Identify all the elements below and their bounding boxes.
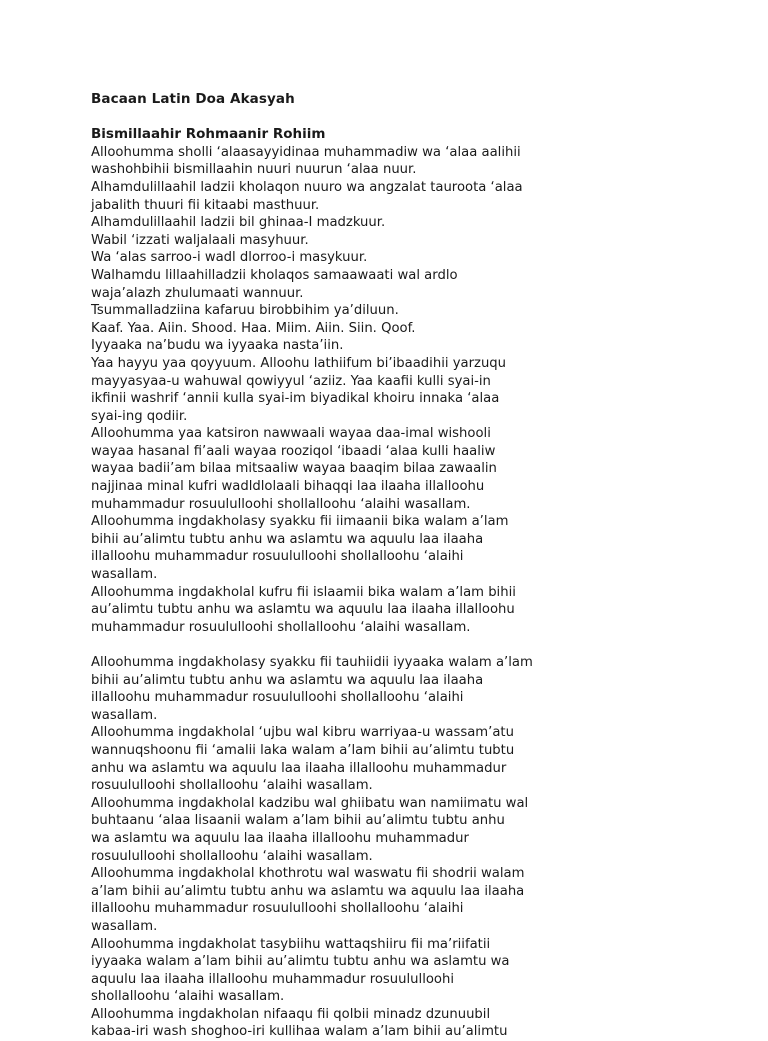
text-line: aquulu laa ilaaha illalloohu muhammadur rosuululloohi <box>91 971 455 987</box>
paragraph <box>91 355 731 425</box>
text-line: Wa ‘alas sarroo-i wadl dlorroo-i masykuur. <box>91 250 368 266</box>
paragraph <box>91 214 731 232</box>
text-line: illalloohu muhammadur rosuululloohi shollalloohu ‘alaihi <box>91 690 464 706</box>
paragraph <box>91 249 731 267</box>
text-line: Alloohumma ingdakholal kadzibu wal ghiibatu wan namiimatu wal <box>91 795 529 811</box>
text-line: Alloohumma ingdakholan nifaaqu fii qolbii minadz dzunuubil <box>91 1006 491 1022</box>
text-line: Alloohumma ingdakholasy syakku fii tauhiidii iyyaaka walam a’lam <box>91 655 533 670</box>
section-heading: Bismillaahir Rohmaanir Rohiim <box>91 126 326 143</box>
paragraph <box>91 724 731 794</box>
text-line: najjinaa minal kufri wadldlolaali bihaqqi laa ilaaha illalloohu <box>91 479 485 495</box>
text-line: jabalith thuuri fii kitaabi masthuur. <box>91 197 320 213</box>
text-line: Alloohumma ingdakholal kufru fii islaamii bika walam a’lam bihii <box>91 584 516 600</box>
paragraph <box>91 795 731 865</box>
text-line: Alloohumma ingdakholal khothrotu wal waswatu fii shodrii walam <box>91 866 525 882</box>
paragraph <box>91 865 731 935</box>
paragraph <box>91 179 731 214</box>
paragraph <box>91 1006 731 1041</box>
text-line: wasallam. <box>91 707 158 723</box>
text-line: iyyaaka walam a’lam bihii au’alimtu tubtu anhu wa aslamtu wa <box>91 954 510 970</box>
paragraph <box>91 302 731 320</box>
text-line: wasallam. <box>91 567 158 583</box>
text-line: Tsummalladziina kafaruu birobbihim ya’diluun. <box>91 303 399 319</box>
text-line: Kaaf. Yaa. Aiin. Shood. Haa. Miim. Aiin. Siin. Qoof. <box>91 320 416 336</box>
text-line: Wabil ‘izzati waljalaali masyhuur. <box>91 232 309 248</box>
text-line: Walhamdu lillaahilladzii kholaqos samaawaati wal ardlo <box>91 267 458 283</box>
text-line: wa aslamtu wa aquulu laa ilaaha illalloohu muhammadur <box>91 830 469 846</box>
paragraph <box>91 337 731 355</box>
text-line: kabaa-iri wash shoghoo-iri kullihaa walam a’lam bihii au’alimtu <box>91 1024 508 1040</box>
text-line: Alhamdulillaahil ladzii bil ghinaa-I madzkuur. <box>91 215 386 231</box>
text-line: bihii au’alimtu tubtu anhu wa aslamtu wa aquulu laa ilaaha <box>91 531 484 547</box>
text-line: illalloohu muhammadur rosuululloohi shollalloohu ‘alaihi <box>91 549 464 565</box>
paragraph <box>91 320 731 338</box>
paragraph <box>91 144 731 179</box>
paragraph <box>91 936 731 1006</box>
text-line: Alloohumma yaa katsiron nawwaali wayaa daa-imal wishooli <box>91 426 491 442</box>
text-line: a’lam bihii au’alimtu tubtu anhu wa aslamtu wa aquulu laa ilaaha <box>91 883 525 899</box>
text-line: bihii au’alimtu tubtu anhu wa aslamtu wa aquulu laa ilaaha <box>91 672 484 688</box>
text-line: au’alimtu tubtu anhu wa aslamtu wa aquulu laa ilaaha illalloohu <box>91 602 515 618</box>
text-line: muhammadur rosuululloohi shollalloohu ‘alaihi wasallam. <box>91 496 471 512</box>
document-page <box>91 91 731 1041</box>
text-line: washohbihii bismillaahin nuuri nuurun ‘alaa nuur. <box>91 162 417 178</box>
text-line: Alloohumma ingdakholal ‘ujbu wal kibru warriyaa-u wassam’atu <box>91 725 514 741</box>
text-line: Yaa hayyu yaa qoyyuum. Alloohu lathiifum bi’ibaadihii yarzuqu <box>91 355 507 371</box>
text-line: Alhamdulillaahil ladzii kholaqon nuuro wa angzalat tauroota ‘alaa <box>91 179 523 195</box>
paragraph <box>91 513 731 583</box>
text-line: syai-ing qodiir. <box>91 408 188 424</box>
document-title: Bacaan Latin Doa Akasyah <box>91 91 295 107</box>
text-line: shollalloohu ‘alaihi wasallam. <box>91 989 285 1005</box>
text-line: anhu wa aslamtu wa aquulu laa ilaaha illalloohu muhammadur <box>91 760 507 776</box>
paragraph-break <box>91 636 731 654</box>
text-line: wasallam. <box>91 918 158 934</box>
text-line: Alloohumma ingdakholat tasybiihu wattaqshiiru fii ma’riifatii <box>91 936 491 952</box>
text-line: Alloohumma ingdakholasy syakku fii iimaanii bika walam a’lam <box>91 514 509 530</box>
paragraph <box>91 654 731 724</box>
text-line: Alloohumma sholli ‘alaasayyidinaa muhammadiw wa ‘alaa aalihii <box>91 144 521 160</box>
paragraph <box>91 232 731 250</box>
text-line: rosuululloohi shollalloohu ‘alaihi wasallam. <box>91 778 373 794</box>
text-line: ikfinii washrif ‘annii kulla syai-im biyadikal khoiru innaka ‘alaa <box>91 391 500 407</box>
paragraph <box>91 584 731 637</box>
text-line: Iyyaaka na’budu wa iyyaaka nasta’iin. <box>91 338 344 354</box>
text-line: wayaa badii’am bilaa mitsaaliw wayaa baaqim bilaa zawaalin <box>91 461 497 477</box>
paragraph <box>91 425 731 513</box>
text-line: wannuqshoonu fii ‘amalii laka walam a’lam bihii au’alimtu tubtu <box>91 742 515 758</box>
text-line: buhtaanu ‘alaa lisaanii walam a’lam bihii au’alimtu tubtu anhu <box>91 813 505 829</box>
text-line: mayyasyaa-u wahuwal qowiyyul ‘aziiz. Yaa kaafii kulli syai-in <box>91 373 491 389</box>
text-line: wayaa hasanal fi’aali wayaa rooziqol ‘ibaadi ‘alaa kulli haaliw <box>91 443 496 459</box>
text-line: illalloohu muhammadur rosuululloohi shollalloohu ‘alaihi <box>91 901 464 917</box>
paragraph <box>91 267 731 302</box>
text-line: waja’alazh zhulumaati wannuur. <box>91 285 304 301</box>
document-body <box>91 144 731 637</box>
text-line: rosuululloohi shollalloohu ‘alaihi wasallam. <box>91 848 373 864</box>
document-body-continued <box>91 654 731 1041</box>
text-line: muhammadur rosuululloohi shollalloohu ‘alaihi wasallam. <box>91 619 471 635</box>
